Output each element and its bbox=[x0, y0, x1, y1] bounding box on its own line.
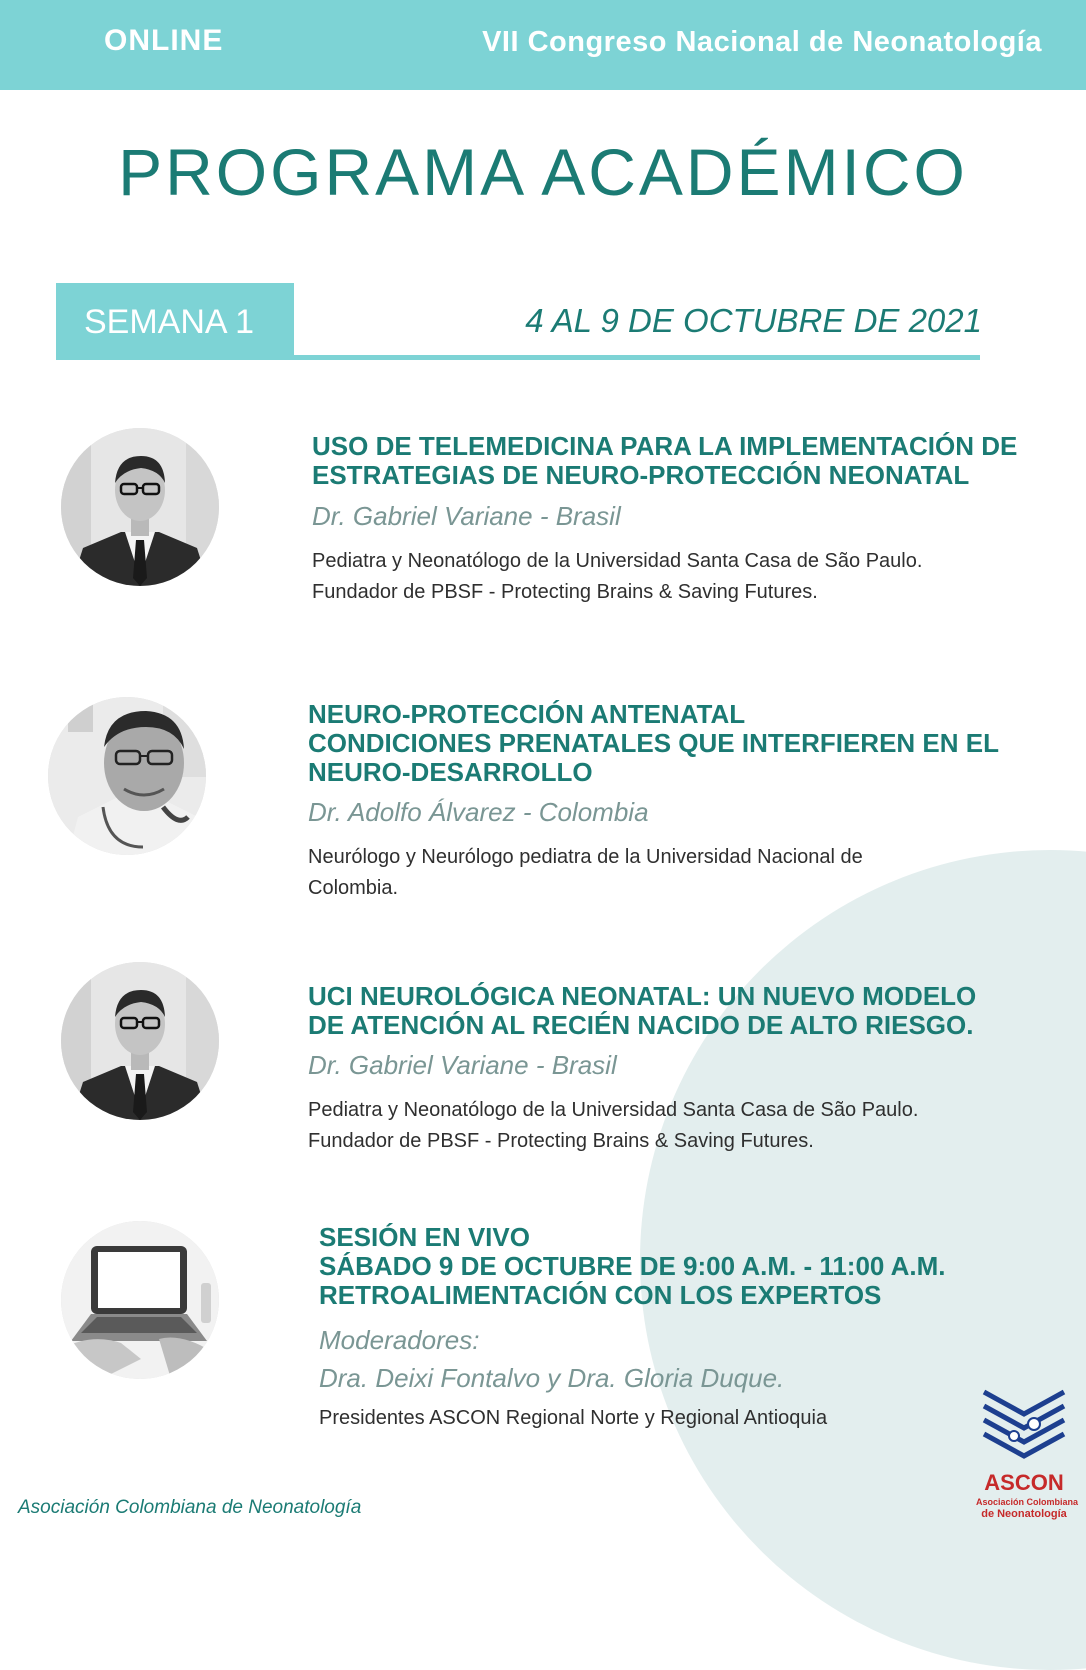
speaker-photo-man-glasses-suit bbox=[61, 962, 219, 1120]
logo-subtitle-1: Asociación Colombiana bbox=[976, 1497, 1079, 1507]
speaker-photo-man-glasses-suit bbox=[61, 428, 219, 586]
logo-subtitle-2: de Neonatología bbox=[981, 1508, 1067, 1520]
session-3-speaker: Dr. Gabriel Variane - Brasil bbox=[308, 1050, 617, 1080]
session-4-title: SESIÓN EN VIVO SÁBADO 9 DE OCTUBRE DE 9:00 A.M. - 11:00 A.M. RETROALIMENTACIÓN CON LOS EXPERTOS bbox=[319, 1222, 946, 1310]
online-label: ONLINE bbox=[104, 24, 224, 57]
session-2-speaker: Dr. Adolfo Álvarez - Colombia bbox=[308, 797, 649, 827]
header-bar bbox=[0, 0, 1086, 90]
congress-title: VII Congreso Nacional de Neonatología bbox=[482, 26, 1042, 58]
laptop-photo bbox=[61, 1221, 219, 1379]
session-4-description: Presidentes ASCON Regional Norte y Regional Antioquia bbox=[319, 1407, 828, 1429]
session-1-speaker: Dr. Gabriel Variane - Brasil bbox=[312, 501, 621, 531]
session-1-description: Pediatra y Neonatólogo de la Universidad Santa Casa de São Paulo. Fundador de PBSF - Protecting Brains & Saving Futures. bbox=[312, 550, 923, 603]
speaker-photo-man-doctor-glasses bbox=[48, 697, 206, 855]
session-1-title: USO DE TELEMEDICINA PARA LA IMPLEMENTACIÓN DE ESTRATEGIAS DE NEURO-PROTECCIÓN NEONATAL bbox=[312, 431, 1018, 490]
ascon-logo-icon bbox=[976, 1384, 1072, 1470]
session-2-description: Neurólogo y Neurólogo pediatra de la Universidad Nacional de Colombia. bbox=[308, 846, 863, 899]
session-3-title: UCI NEUROLÓGICA NEONATAL: UN NUEVO MODELO DE ATENCIÓN AL RECIÉN NACIDO DE ALTO RIESGO. bbox=[308, 981, 977, 1040]
session-3-description: Pediatra y Neonatólogo de la Universidad Santa Casa de São Paulo. Fundador de PBSF - Protecting Brains & Saving Futures. bbox=[308, 1099, 919, 1152]
ascon-logo bbox=[976, 1384, 1079, 1524]
footer-association: Asociación Colombiana de Neonatología bbox=[18, 1497, 362, 1518]
week-label: SEMANA 1 bbox=[84, 303, 255, 341]
session-2-title: NEURO-PROTECCIÓN ANTENATAL CONDICIONES PRENATALES QUE INTERFIEREN EN EL NEURO-DESARROLLO bbox=[308, 699, 999, 787]
week-badge bbox=[56, 283, 294, 360]
page-title: PROGRAMA ACADÉMICO bbox=[118, 135, 968, 209]
logo-name: ASCON bbox=[984, 1470, 1064, 1495]
week-divider bbox=[294, 355, 980, 360]
session-4-moderators: Moderadores: Dra. Deixi Fontalvo y Dra. Gloria Duque. bbox=[319, 1325, 785, 1393]
week-dates: 4 AL 9 DE OCTUBRE DE 2021 bbox=[525, 302, 982, 339]
